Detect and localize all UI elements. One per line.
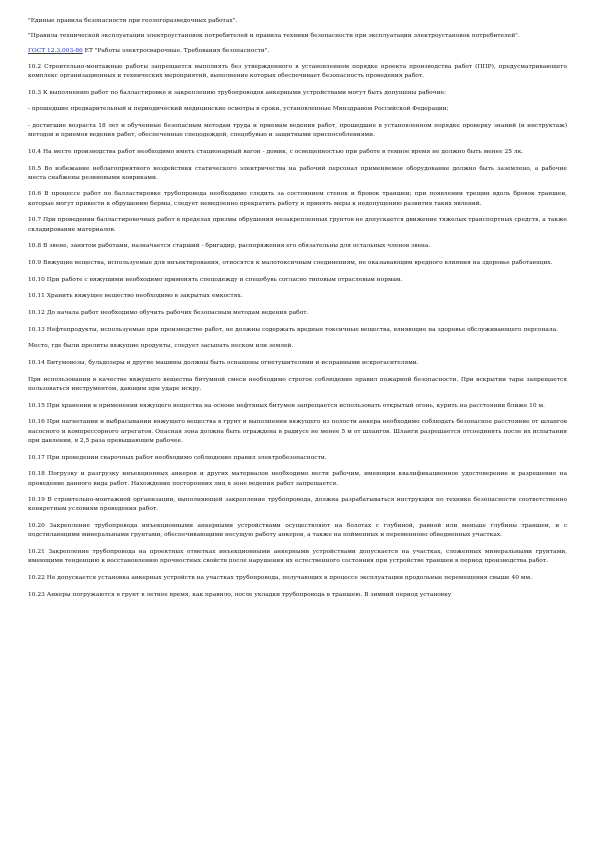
- paragraph: 10.23 Анкеры погружаются в грунт в летнее время, как правило, после укладки трубопровода в траншею. В зимний период установку: [28, 591, 452, 598]
- paragraph: 10.4 На месте производства работ необходимо иметь стационарный вагон - домик, с освещенностью при работе в темное время не должно быть менее 25 лк.: [28, 148, 524, 155]
- paragraph: 10.16 При нагнетании и выбрасывании вяжущего вещества в грунт и выполнении вяжущего из полости анкера необходимо соблюдать безопасное расстояние от шлангов насосного и компрессорного агрегатов. Опасная зона должна быть ограждена в радиусе не менее 5 м от шлангов. Шланги разрешается отсоединять после их испытания при давлении, в 2,5 раза превышающем рабочее.: [28, 419, 567, 444]
- paragraph: 10.2 Строительно-монтажные работы запрещается выполнять без утвержденного в установленном порядке проекта производства работ (ППР), предусматривающего комплекс организационных и технических мероприятий, выполнение которых обеспечивает безопасность проведения работ.: [28, 63, 567, 79]
- paragraph: 10.8 В звене, занятом работами, назначается старший - бригадир, распоряжения его обязательны для остальных членов звена.: [28, 243, 431, 250]
- paragraph: 10.18 Погрузку и разгрузку инъекционных анкеров и других материалов необходимо вести рабочим, имеющим квалификационное удостоверение и разрешение на проведение данного вида работ. Нахождение посторонних лиц в зоне ведения работ запрещается.: [28, 471, 567, 487]
- list-item: - достигшие возраста 18 лет и обученные безопасным методам труда и приемам ведения работ, прошедшие в установленном порядке проверку знаний (и инструктаж) методов и приемов ведения работ, обеспеченные спецодеждой, спецобувью и защитными приспособлениями.: [28, 122, 567, 139]
- paragraph: 10.21 Закрепление трубопровода на проектных отметках инъекционными анкерными устройствами допускается на участках, сложенных минеральными грунтами, имеющими тенденцию к восстановлению прочностных свойств после нарушения их естественного состояния при устройстве траншеи в период производства работ.: [28, 549, 567, 565]
- paragraph: 10.12 До начала работ необходимо обучить рабочих безопасным методам ведения работ.: [28, 310, 309, 317]
- paragraph: 10.15 При хранении и применении вяжущего вещества на основе нефтяных битумов запрещается использовать открытый огонь, курить на расстоянии ближе 10 м.: [28, 402, 545, 409]
- paragraph: "Правила технической эксплуатации электроустановок потребителей и правила техники безопасности при эксплуатации электроустановок потребителей".: [28, 33, 520, 40]
- paragraph: При использовании в качестве вяжущего вещества битумной смеси необходимо строгое соблюдение правил пожарной безопасности. При вскрытии тары запрещается пользоваться инструментом, дающим при ударе искру.: [28, 376, 567, 393]
- paragraph: 10.20 Закрепление трубопровода инъекционными анкерными устройствами осуществляют на болотах с глубиной, равной или меньше глубины траншеи, и с подстилающими минеральными грунтами, обеспечивающими несущую работу анкеров, а также на пойменных и переменноно обводненных участках.: [28, 523, 567, 539]
- list-item: - прошедшие предварительный и периодический медицинские осмотры в сроки, установленные Минздравом Российской Федерации;: [28, 106, 449, 113]
- paragraph: "Единые правила безопасности при геологоразведочных работах".: [28, 18, 238, 24]
- paragraph: 10.10 При работе с вяжущими необходимо применять спецодежду и спецобувь согласно типовым отраслевым нормам.: [28, 276, 403, 283]
- paragraph: 10.11 Хранить вяжущее вещество необходимо в закрытых емкостях.: [28, 293, 243, 300]
- paragraph: 10.6 В процессе работ по балластировке трубопровода необходимо следить за состоянием стенок и бровок траншеи; при появлении трещин вдоль бровок траншеи, которые могут привести к обрушению бермы, следует немедленно прекратить работу и принять меры к недопущению развития таких явлений.: [28, 191, 567, 207]
- paragraph: 10.5 Во избежание неблагоприятного воздействия статического электричества на рабочий персонал применяемое оборудование должно быть заземлено, а рабочие места снабжены резиновыми ковриками.: [28, 165, 567, 181]
- paragraph: Место, где были пролиты вяжущие продукты, следует засыпать песком или землей.: [28, 343, 294, 350]
- gost-link[interactable]: ГОСТ 12.3.003-86: [28, 48, 83, 55]
- paragraph-text: ЕТ "Работы электросварочные. Требования безопасности".: [82, 48, 270, 55]
- paragraph: [28, 47, 567, 56]
- paragraph: 10.13 Нефтепродукты, используемые при производстве работ, не должны содержать вредные токсичные вещества, влияющие на здоровье обслуживающего персонала.: [28, 326, 559, 333]
- paragraph: 10.7 При проведении балластировочных работ в пределах призмы обрушения незакрепленных грунтов не допускается движение тяжелых транспортных средств, а также складирование материалов.: [28, 217, 567, 233]
- paragraph: 10.19 В строительно-монтажной организации, выполняющей закрепление трубопровода, должна разрабатываться инструкция по технике безопасности соответственно конкретным условиям проведения работ.: [28, 497, 567, 513]
- paragraph: 10.22 Не допускается установка анкерных устройств на участках трубопровода, получающих в процессе эксплуатации продольные перемещения свыше 40 мм.: [28, 574, 532, 581]
- paragraph: 10.17 При проведении сварочных работ необходимо соблюдение правил электробезопасности.: [28, 454, 327, 461]
- paragraph: 10.14 Битумовозы, бульдозеры и другие машины должны быть оснащены огнетушителями и исправными искрогасителями.: [28, 360, 419, 367]
- paragraph: 10.3 К выполнению работ по балластировке и закреплению трубопроводов анкерными устройствами могут быть допущены рабочие:: [28, 89, 446, 96]
- paragraph: 10.9 Вяжущие вещества, используемые для инъектирования, относятся к малотоксичным соединениям, не оказывающим вредного влияния на здоровье работающих.: [28, 259, 553, 266]
